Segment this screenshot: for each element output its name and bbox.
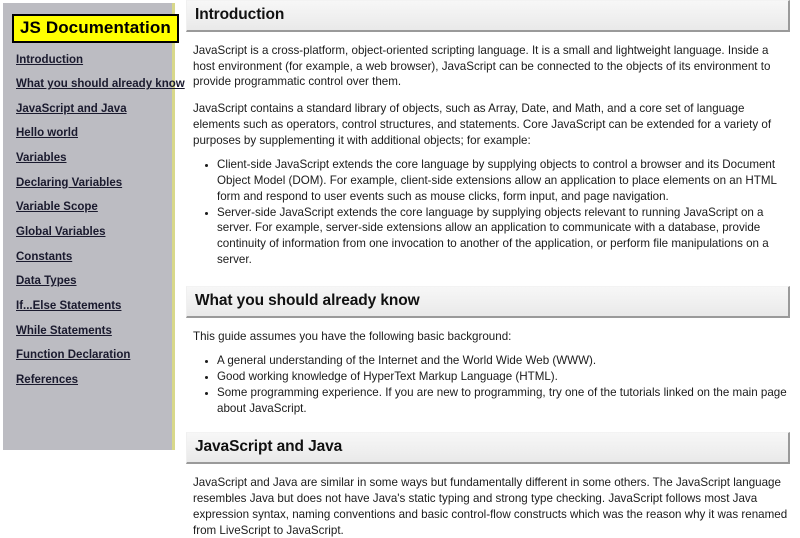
sidebar-item-declaring-variables[interactable] [3,177,172,190]
sidebar-link-references[interactable]: References [16,373,79,386]
sidebar-link-global-variables[interactable]: Global Variables [16,226,106,239]
bullet-list [186,353,797,416]
sidebar-link-function-declaration[interactable]: Function Declaration [16,349,131,362]
sidebar-link-constants[interactable]: Constants [16,250,73,263]
paragraph: JavaScript contains a standard library of objects, such as Array, Date, and Math, and a core set of language elements such as operators, control structures, and statements. Core JavaScript can be extended for a variety of purposes by supplementing it with additional objects; for example: [193,102,772,147]
sidebar-item-global-variables[interactable] [3,226,172,239]
sidebar-item-function-declaration[interactable] [3,349,172,362]
sidebar-link-javascript-and-java[interactable]: JavaScript and Java [16,102,127,115]
sidebar-item-hello-world[interactable] [3,127,172,140]
list-item: • A general understanding of the Internet and the World Wide Web (WWW). [217,353,797,369]
sidebar [3,3,185,450]
main-content [186,0,800,537]
sidebar-item-introduction[interactable] [3,54,172,67]
sidebar-item-variable-scope[interactable] [3,201,172,214]
sidebar-link-data-types[interactable]: Data Types [16,275,77,288]
list-item: • Good working knowledge of HyperText Markup Language (HTML). [217,369,797,385]
bullet-list [186,157,797,267]
section-heading-javascript-and-java: JavaScript and Java [186,432,790,464]
section-heading-what-you-should-already-know: What you should already know [186,286,790,318]
sidebar-link-variables[interactable]: Variables [16,152,67,165]
paragraph: JavaScript is a cross-platform, object-oriented scripting language. It is a small and lightweight language. Inside a host environment (for example, a web browser), JavaScript can be connected to the objects of its environment to provide programmatic control over them. [193,43,771,89]
sidebar-link-hello-world[interactable]: Hello world [16,127,78,140]
paragraph: JavaScript and Java are similar in some ways but fundamentally different in some others. The JavaScript language resembles Java but does not have Java's static typing and strong type checking. JavaScript follows most Java expression syntax, naming conventions and basic control-flow constructs which was the reason why it was renamed from LiveScript to JavaScript. [193,476,788,537]
sidebar-item-references[interactable] [3,374,172,387]
sidebar-link-if-else-statements[interactable]: If...Else Statements [16,299,122,312]
list-item: • Server-side JavaScript extends the core language by supplying objects relevant to running JavaScript on a server. For example, server-side extensions allow an application to communicate with a database, provide continuity of information from one invocation to another of the application, or perform file manipulations on a server. [217,205,797,268]
section-heading-introduction: Introduction [186,0,790,32]
list-item: • Some programming experience. If you are new to programming, try one of the tutorials linked on the main page about JavaScript. [217,385,797,417]
paragraph: This guide assumes you have the following basic background: [193,329,512,343]
site-title: JS Documentation [12,14,179,43]
sidebar-link-introduction[interactable]: Introduction [16,53,84,66]
sidebar-item-variables[interactable] [3,152,172,165]
sidebar-item-data-types[interactable] [3,275,172,288]
sidebar-link-variable-scope[interactable]: Variable Scope [16,201,98,214]
sidebar-item-constants[interactable] [3,251,172,264]
section-what-you-should-already-know [186,286,800,417]
section-javascript-and-java [186,432,800,538]
sidebar-link-declaring-variables[interactable]: Declaring Variables [16,176,123,189]
sidebar-item-javascript-and-java[interactable] [3,103,172,116]
list-item: • Client-side JavaScript extends the core language by supplying objects to control a browser and its Document Object Model (DOM). For example, client-side extensions allow an application to place elements on an HTML form and respond to user events such as mouse clicks, form input, and page navigation. [217,157,797,204]
sidebar-nav-list [3,53,185,387]
sidebar-link-what-you-should-already-know[interactable]: What you should already know [16,78,185,91]
sidebar-item-if-else-statements[interactable] [3,300,172,313]
sidebar-item-what-you-should-already-know[interactable] [3,78,185,91]
section-introduction [186,0,800,268]
sidebar-item-while-statements[interactable] [3,325,172,338]
sidebar-link-while-statements[interactable]: While Statements [16,324,112,337]
